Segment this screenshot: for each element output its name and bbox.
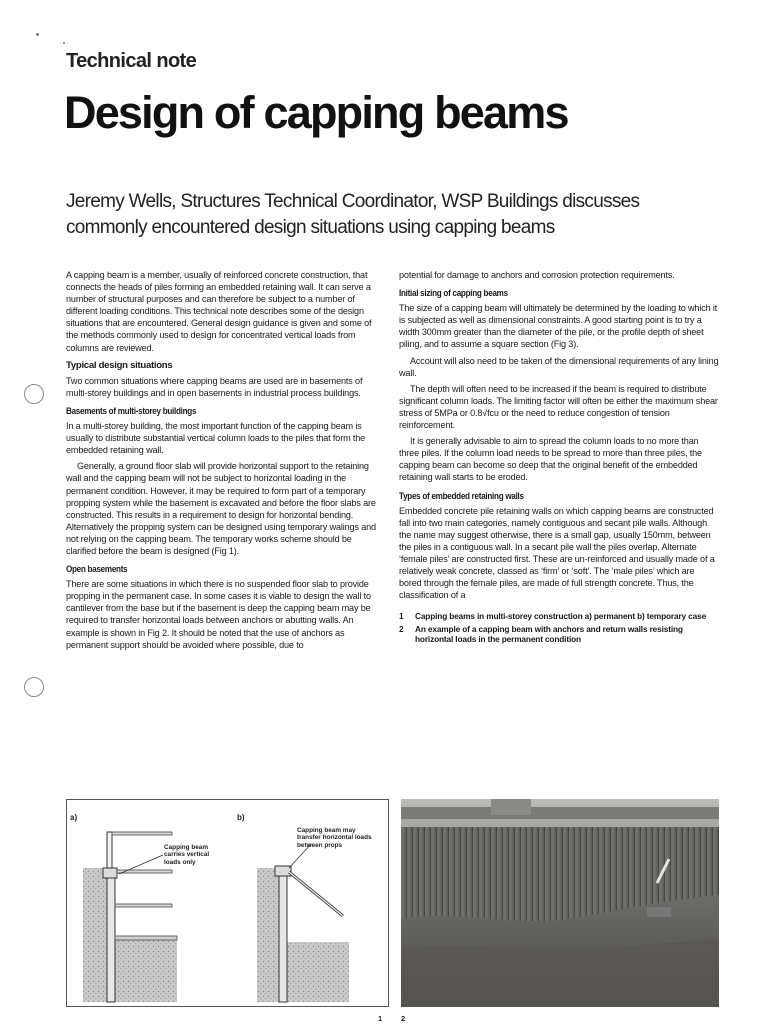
paragraph: potential for damage to anchors and corrosion protection requirements. (399, 270, 675, 280)
figure-label-b: Capping beam may transfer horizontal loads between props (297, 827, 372, 849)
figure-caption (399, 624, 719, 645)
floor-slab (112, 832, 172, 835)
paragraph: In a multi-storey building, the most important function of the capping beam is usually to distribute substantial vertical column loads to the piles that form the embedded retaining wall. (66, 421, 366, 456)
figure-captions (399, 611, 719, 644)
site-equipment (647, 907, 671, 917)
paragraph: There are some situations in which there is no suspended floor slab to provide propping in the permanent case. In some cases it is viable to design the wall to cantilever from the base but if the basement is deep the capping beam may be required to transfer horizontal loads between anchors or abutting walls. An example is shown in Fig 2. It should be noted that the use of anchors as permanent support should be avoided where possible, due to (66, 579, 371, 650)
temporary-prop-inner (289, 872, 343, 916)
heading-typical-design-situations: Typical design situations (66, 359, 173, 371)
paragraph: Account will also need to be taken of the dimensional requirements of any lining wall. (399, 355, 719, 378)
excavated-soil (115, 936, 177, 1002)
capping-beam (275, 866, 291, 876)
figure-2-photo (401, 799, 719, 1007)
standfirst: Jeremy Wells, Structures Technical Coordinator, WSP Buildings discusses commonly encountered design situations using capping beams (66, 191, 640, 238)
figure-1-diagram (66, 799, 389, 1007)
excavated-soil (287, 942, 349, 1002)
figure-part-a: a) (70, 813, 78, 822)
capping-beam-top (401, 819, 719, 827)
scan-speck (63, 42, 65, 44)
paragraph: It is generally advisable to aim to spread the column loads to no more than three piles. If the column load needs to be spread to more than three piles, the capping beam can become so deep that the original benefit of the embedded retaining wall starts to be eroded. (399, 436, 702, 483)
page-title: Design of capping beams (64, 87, 568, 138)
subheading-open-basements: Open basements (66, 564, 128, 575)
figure-2-number: 2 (401, 1014, 406, 1023)
retaining-wall (107, 868, 115, 1002)
scan-speck (36, 33, 39, 36)
paragraph: Generally, a ground floor slab will provide horizontal support to the retaining wall and the capping beam will not be subject to horizontal loading in the permanent condition. However, it may be required to form part of a temporary propping system while the basement is excavated and before the floor slabs are constructed. This results in a requirement to design for horizontal bending. Alternatively the propping system can be designed using temporary walings and not relying on the capping beam. The temporary works scheme should be clarified before the beam is designed (Fig 1). (66, 461, 376, 556)
paragraph: The depth will often need to be increased if the beam is required to distribute significant column loads. The limiting factor will often be either the maximum shear stress of 5MPa or 0.8√fcu or the need to reduce congestion of tension reinforcement. (399, 383, 718, 431)
left-column (66, 269, 384, 657)
caption-text: An example of a capping beam with anchors and return walls resisting horizontal loads in the permanent condition (415, 623, 683, 645)
skyline (401, 807, 719, 821)
figure-part-b: b) (237, 813, 245, 822)
building (491, 799, 531, 815)
retained-soil (257, 868, 279, 1002)
figure-label-a: Capping beam carries vertical loads only (164, 844, 210, 866)
subheading-basements: Basements of multi-storey buildings (66, 405, 197, 416)
caption-number: 2 (399, 623, 404, 634)
intro-paragraph: A capping beam is a member, usually of reinforced concrete construction, that connects the heads of piles forming an embedded retaining wall. It can serve a number of structural purposes and can therefore be subject to a number of different loading conditions. This technical note describes some of the design situations that are encountered. General design guidance is given and some of the methods commonly used to design for concentrated vertical loads from columns are reviewed. (66, 270, 372, 353)
retained-soil (83, 868, 107, 1002)
retaining-wall (279, 868, 287, 1002)
site-photo-drawing (401, 799, 719, 1007)
punch-hole (24, 677, 44, 697)
paragraph: Embedded concrete pile retaining walls on which capping beams are constructed fall into two main categories, namely contiguous and secant pile walls. Although the name may suggest otherwise, there is a small gap, usually 150mm, between the piles in a contiguous wall. In a secant pile wall the piles overlap. Alternate ‘female piles’ are constructed first. These are un-reinforced and usually made of a relatively weak concrete, classed as ‘firm’ or ‘soft’. The ‘male piles’ which are bored through the female piles, are made of full strength concrete. Thus, the classification of a (399, 505, 715, 601)
section-label: Technical note (66, 50, 197, 72)
paragraph: Two common situations where capping beams are used are in basements of multi-storey buildings and in open basements in industrial process buildings. (66, 375, 363, 398)
punch-hole (24, 384, 44, 404)
basement-slab (115, 904, 172, 907)
capping-beam (103, 868, 117, 878)
subheading-types-of-walls: Types of embedded retaining walls (399, 490, 524, 501)
paragraph: The size of a capping beam will ultimately be determined by the loading to which it is subjected as well as dimensional constraints. A good starting point is to try a width 300mm greater than the diameter of the pile, or the profile depth of sheet piling, and to assume a square section (Fig 3). (399, 303, 718, 350)
caption-number: 1 (399, 611, 404, 622)
right-column (399, 269, 719, 647)
figure-caption (399, 611, 719, 621)
caption-text: Capping beams in multi-storey construction a) permanent b) temporary case (415, 611, 707, 622)
figure-1-number: 1 (378, 1014, 383, 1023)
base-slab (115, 936, 177, 940)
subheading-initial-sizing: Initial sizing of capping beams (399, 288, 508, 299)
